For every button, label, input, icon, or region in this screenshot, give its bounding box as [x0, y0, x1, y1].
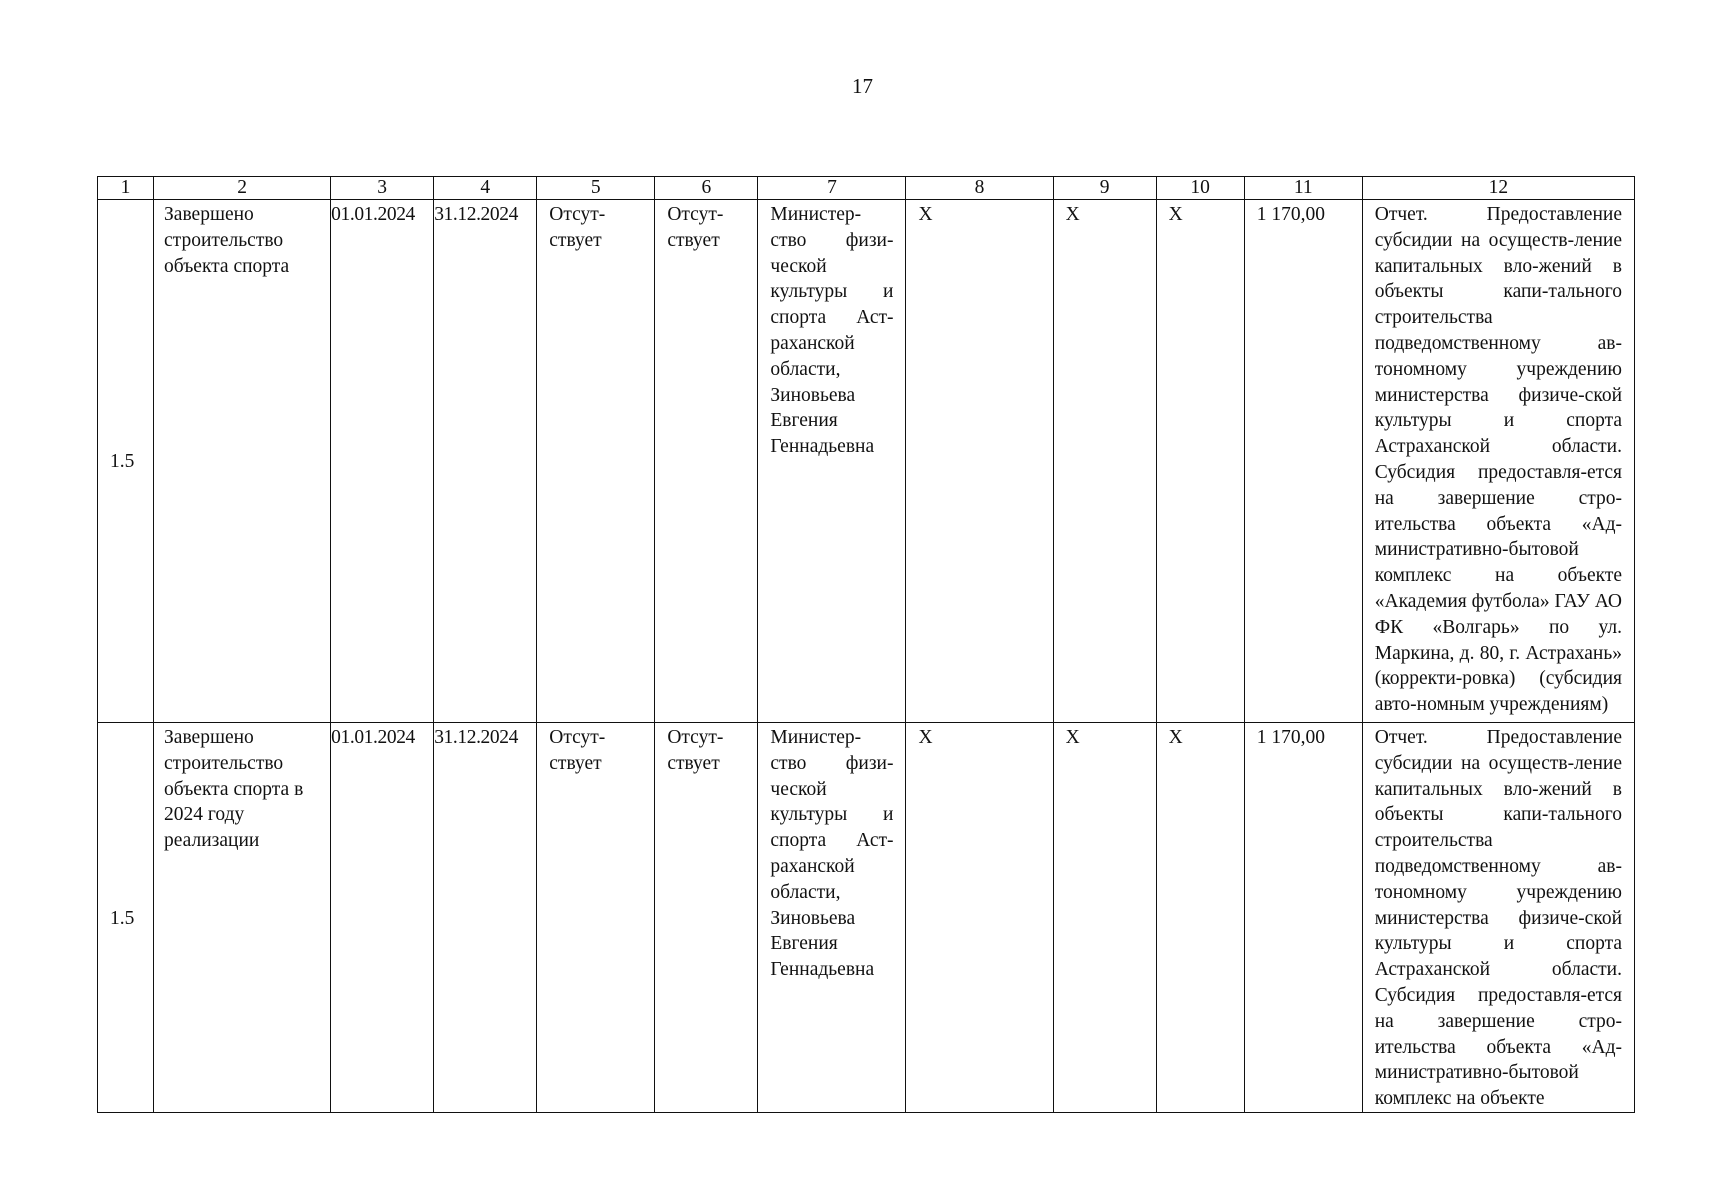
header-cell: 2: [154, 177, 331, 200]
event-cell: Завершено строительство объекта спорта в 2024 году реализации: [154, 723, 331, 1113]
table-row: [98, 200, 1635, 723]
amount-cell: 1 170,00: [1244, 200, 1362, 723]
responsible-cell: Министер-ство физи-ческой культуры и спорта Аст-раханской области, Зиновьева Евгения Геннадьевна: [758, 200, 906, 723]
table-row: [98, 723, 1635, 1113]
page-number: 17: [852, 74, 873, 98]
col5-cell: Отсут-ствует: [537, 723, 655, 1113]
end-date-cell: 31.12.2024: [434, 723, 537, 1113]
col9-cell: X: [1053, 723, 1156, 1113]
col10-cell: X: [1156, 723, 1244, 1113]
header-cell: 3: [331, 177, 434, 200]
table-header-row: [98, 177, 1635, 200]
header-cell: 4: [434, 177, 537, 200]
amount-cell: 1 170,00: [1244, 723, 1362, 1113]
end-date-cell: 31.12.2024: [434, 200, 537, 723]
row-number: 1.5: [98, 723, 154, 1113]
description-cell: Отчет. Предоставление субсидии на осуществ-ление капитальных вло-жений в объекты капи-тального строительства подведомственному ав-тономному учреждению министерства физиче-ской культуры и спорта Астраханской области. Субсидия предоставля-ется на завершение стро-ительства объекта «Ад-министративно-бытовой комплекс на объекте «Академия футбола» ГАУ АО ФК «Волгарь» по ул. Маркина, д. 80, г. Астрахань» (корректи-ровка) (субсидия авто-номным учреждениям): [1362, 200, 1634, 723]
start-date-cell: 01.01.2024: [331, 200, 434, 723]
header-cell: 5: [537, 177, 655, 200]
col8-cell: X: [906, 200, 1053, 723]
start-date-cell: 01.01.2024: [331, 723, 434, 1113]
col6-cell: Отсут-ствует: [655, 200, 758, 723]
responsible-cell: Министер-ство физи-ческой культуры и спорта Аст-раханской области, Зиновьева Евгения Геннадьевна: [758, 723, 906, 1113]
header-cell: 6: [655, 177, 758, 200]
col10-cell: X: [1156, 200, 1244, 723]
col8-cell: X: [906, 723, 1053, 1113]
header-cell: 1: [98, 177, 154, 200]
description-cell: Отчет. Предоставление субсидии на осуществ-ление капитальных вло-жений в объекты капи-тального строительства подведомственному ав-тономному учреждению министерства физиче-ской культуры и спорта Астраханской области. Субсидия предоставля-ется на завершение стро-ительства объекта «Ад-министративно-бытовой комплекс на объекте: [1362, 723, 1634, 1113]
header-cell: 8: [906, 177, 1053, 200]
header-cell: 10: [1156, 177, 1244, 200]
header-cell: 7: [758, 177, 906, 200]
header-cell: 9: [1053, 177, 1156, 200]
header-cell: 11: [1244, 177, 1362, 200]
col6-cell: Отсут-ствует: [655, 723, 758, 1113]
event-cell: Завершено строительство объекта спорта: [154, 200, 331, 723]
header-cell: 12: [1362, 177, 1634, 200]
col5-cell: Отсут-ствует: [537, 200, 655, 723]
plan-table: [97, 176, 1635, 1113]
col9-cell: X: [1053, 200, 1156, 723]
row-number: 1.5: [98, 200, 154, 723]
